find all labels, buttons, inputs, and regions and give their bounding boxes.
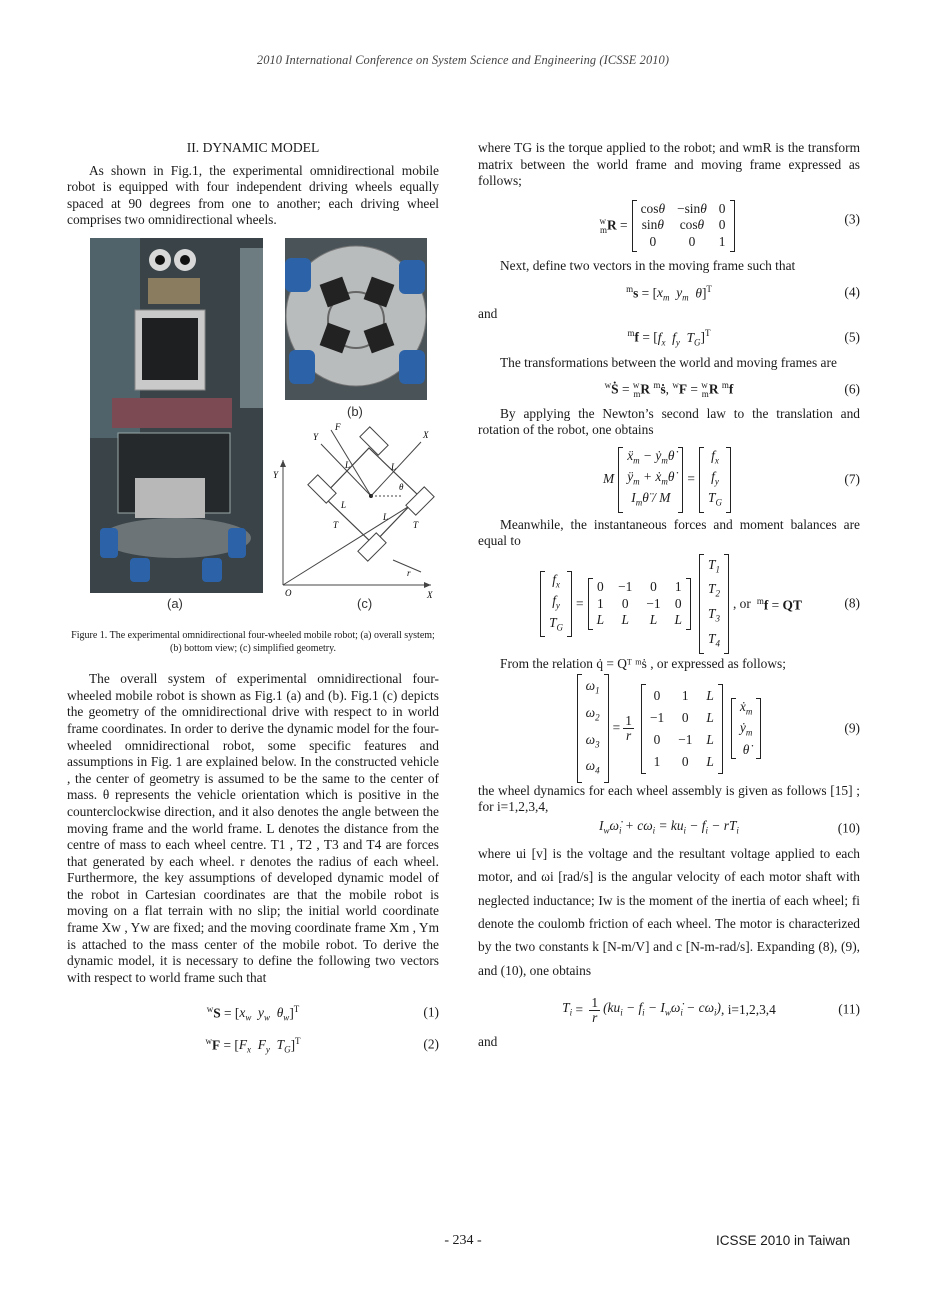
where-paragraph: where TG is the torque applied to the robot; and wmR is the transform matrix between the world frame and moving frame expressed as follows; <box>478 140 860 189</box>
equation-7: M ẍ$_m$ − ẏ$_m$θ̇ $ÿ_m$ + ẋ$_m$θ̇ $I_m\thetä$ / M = $f_x$ $f_y$ $T_G$ (7) <box>478 445 860 515</box>
label-f: F <box>335 421 341 432</box>
newton-paragraph: By applying the Newton’s second law to the translation and rotation of the robot, one obtains <box>478 405 860 438</box>
panel-label-b: (b) <box>347 403 363 419</box>
label-xw: X <box>427 589 433 600</box>
equation-6: $^w$Ṡ = $^w_m$R $^m$ṡ, $^w$F = $^w_m$R $^m$f (6) <box>604 379 860 399</box>
equation-2: $^wF = [F_x$ $F_y$ $T_G]^T$ (2) <box>205 1035 439 1055</box>
equation-1-number: (1) <box>423 1005 439 1021</box>
label-xm: X <box>423 429 429 440</box>
label-yw: Y <box>273 469 279 480</box>
label-t1: T <box>333 519 339 530</box>
where-motor-paragraph: where ui [v] is the voltage and the resultant voltage applied to each motor, and ωi [rad/s] is the angular velocity of each motor shaft with neglected inductance; Iw is the moment of the inertia of each wheel; fi denote the coulomb friction of each wheel. The motor is characterized by the two constants k [N-m/V] and c [N-m-rad/s]. Expanding (8), (9), and (10), one obtains <box>478 845 860 978</box>
figure-caption: Figure 1. The experimental omnidirectional four-wheeled mobile robot; (a) overall system; (b) bottom view; (c) simplified geometry. <box>71 629 435 654</box>
label-l-4: L <box>383 511 389 522</box>
geometry-diagram <box>271 420 439 600</box>
panel-label-a: (a) <box>167 595 183 611</box>
label-l-3: L <box>341 499 347 510</box>
label-ym: Y <box>313 431 319 442</box>
equation-3: $^w_m$R = cosθ −sinθ 0 sinθ cosθ 0 0 0 1 (3) <box>478 196 860 256</box>
label-r: r <box>407 567 411 578</box>
equation-1: $^wS = [x_w$ $y_w$ $\theta_w]^T$ (1) <box>206 1003 439 1023</box>
running-head: 2010 International Conference on System Science and Engineering (ICSSE 2010) <box>256 53 670 67</box>
equation-9-number: (9) <box>844 720 860 736</box>
equation-5-number: (5) <box>844 329 860 345</box>
equation-4-number: (4) <box>844 285 860 301</box>
equation-2-number: (2) <box>423 1037 439 1053</box>
transform-paragraph: The transformations between the world and moving frames are <box>500 354 837 370</box>
section-heading: II. DYNAMIC MODEL <box>186 140 320 155</box>
equation-4: $^ms = [x_m$ $y_m$ θ]$^T$ (4) <box>626 283 860 303</box>
equation-5: $^mf = [f_x$ $f_y$ $T_G]^T$ (5) <box>627 328 860 348</box>
equation-10: $I_w\omegȧ_i + c\omega_i = ku_i - f_i - rT_i$ (10) <box>599 818 860 836</box>
right-column <box>478 140 860 1051</box>
equation-3-number: (3) <box>844 211 860 227</box>
body-paragraph-1: The overall system of experimental omnidirectional four-wheeled mobile robot is shown as Fig.1 (a) and (b). Fig.1 (c) depicts the geometry of the omnidirectional drive with respect to in world frame coordinates. In order to derive the dynamic model for the four-wheeled omnidirectional robot, some specific features and assumptions in Fig. 1 are explained below. In the constructed vehicle , the center of geometry is assumed to be the same to the center of mass. θ represents the vehicle orientation which is positive in the counterclockwise direction, and it also denotes the angle between the moving frame and the world frame. L denotes the distance from the centre of mass to each wheel centre. T1 , T2 , T3 and T4 are forces that generated by each wheel. r denotes the radius of each wheel. Furthermore, the key assumptions of developed dynamic model of the robot in Cartesian coordinates are that the mobile robot is moving on a flat terrain with no slip; the initial world coordinate frame Xw , Yw are fixed; and the moving coordinate frame Xm , Ym is attached to the mass center of the mobile robot. To derive the dynamic model, it is necessary to define the following two vectors with respect to world frame such that <box>67 671 439 985</box>
and-text-1: and <box>478 306 498 322</box>
equation-11-number: (11) <box>838 1001 860 1017</box>
bottom-view-photo <box>285 238 427 400</box>
label-ow: O <box>285 587 292 598</box>
footer-conference: ICSSE 2010 in Taiwan <box>716 1233 851 1248</box>
equation-6-number: (6) <box>844 381 860 397</box>
page-number: - 234 - <box>444 1233 482 1248</box>
label-t3: T <box>413 519 419 530</box>
meanwhile-paragraph: Meanwhile, the instantaneous forces and moment balances are equal to <box>478 516 860 549</box>
label-theta: θ <box>399 481 404 492</box>
figure-1 <box>67 238 439 628</box>
equation-8-or: , or <box>732 595 751 611</box>
equation-11-condition: , i=1,2,3,4 <box>721 1001 776 1017</box>
left-column <box>67 140 439 1058</box>
panel-label-c: (c) <box>357 595 373 611</box>
equation-9: $\omega_1$ $\omega_2$ $\omega_3$ $\omega_4$ = $\frac{1}{r}$ 0 1 L −1 0 L 0 −1 L 1 0 L ẋ$_m$ ẏ$_m$ θ̇ (9) <box>478 679 860 779</box>
equation-11: $T_i$ = $\frac{1}{r}$ ($ku_i - f_i$ − $I_w\omegȧ_i - c\omega_i$) , i=1,2,3,4 (11) <box>562 994 860 1025</box>
equation-8-number: (8) <box>844 595 860 611</box>
next-paragraph: Next, define two vectors in the moving frame such that <box>500 257 796 273</box>
equation-8: $f_x$ $f_y$ $T_G$ = 0 −1 0 1 1 0 −1 0 L L L L $T_1$ $T_2$ $T_3$ $T_4$ , or $^m$f = QT (8) <box>478 556 860 652</box>
relation-paragraph: From the relation q̇ = Qᵀ ᵐṡ , or expressed as follows; <box>500 655 786 671</box>
wheel-paragraph: the wheel dynamics for each wheel assembly is given as follows [15] ; for i=1,2,3,4, <box>478 782 860 815</box>
label-l-1: L <box>345 459 351 470</box>
equation-10-number: (10) <box>837 820 860 836</box>
label-l-2: L <box>391 461 397 472</box>
robot-photo <box>90 238 263 593</box>
intro-paragraph: As shown in Fig.1, the experimental omnidirectional mobile robot is equipped with four independent driving wheels equally spaced at 90 degrees from one to another; each driving wheel comprises two omnidirectional wheels. <box>67 162 439 228</box>
and-text-2: and <box>478 1034 498 1050</box>
equation-7-number: (7) <box>844 471 860 487</box>
